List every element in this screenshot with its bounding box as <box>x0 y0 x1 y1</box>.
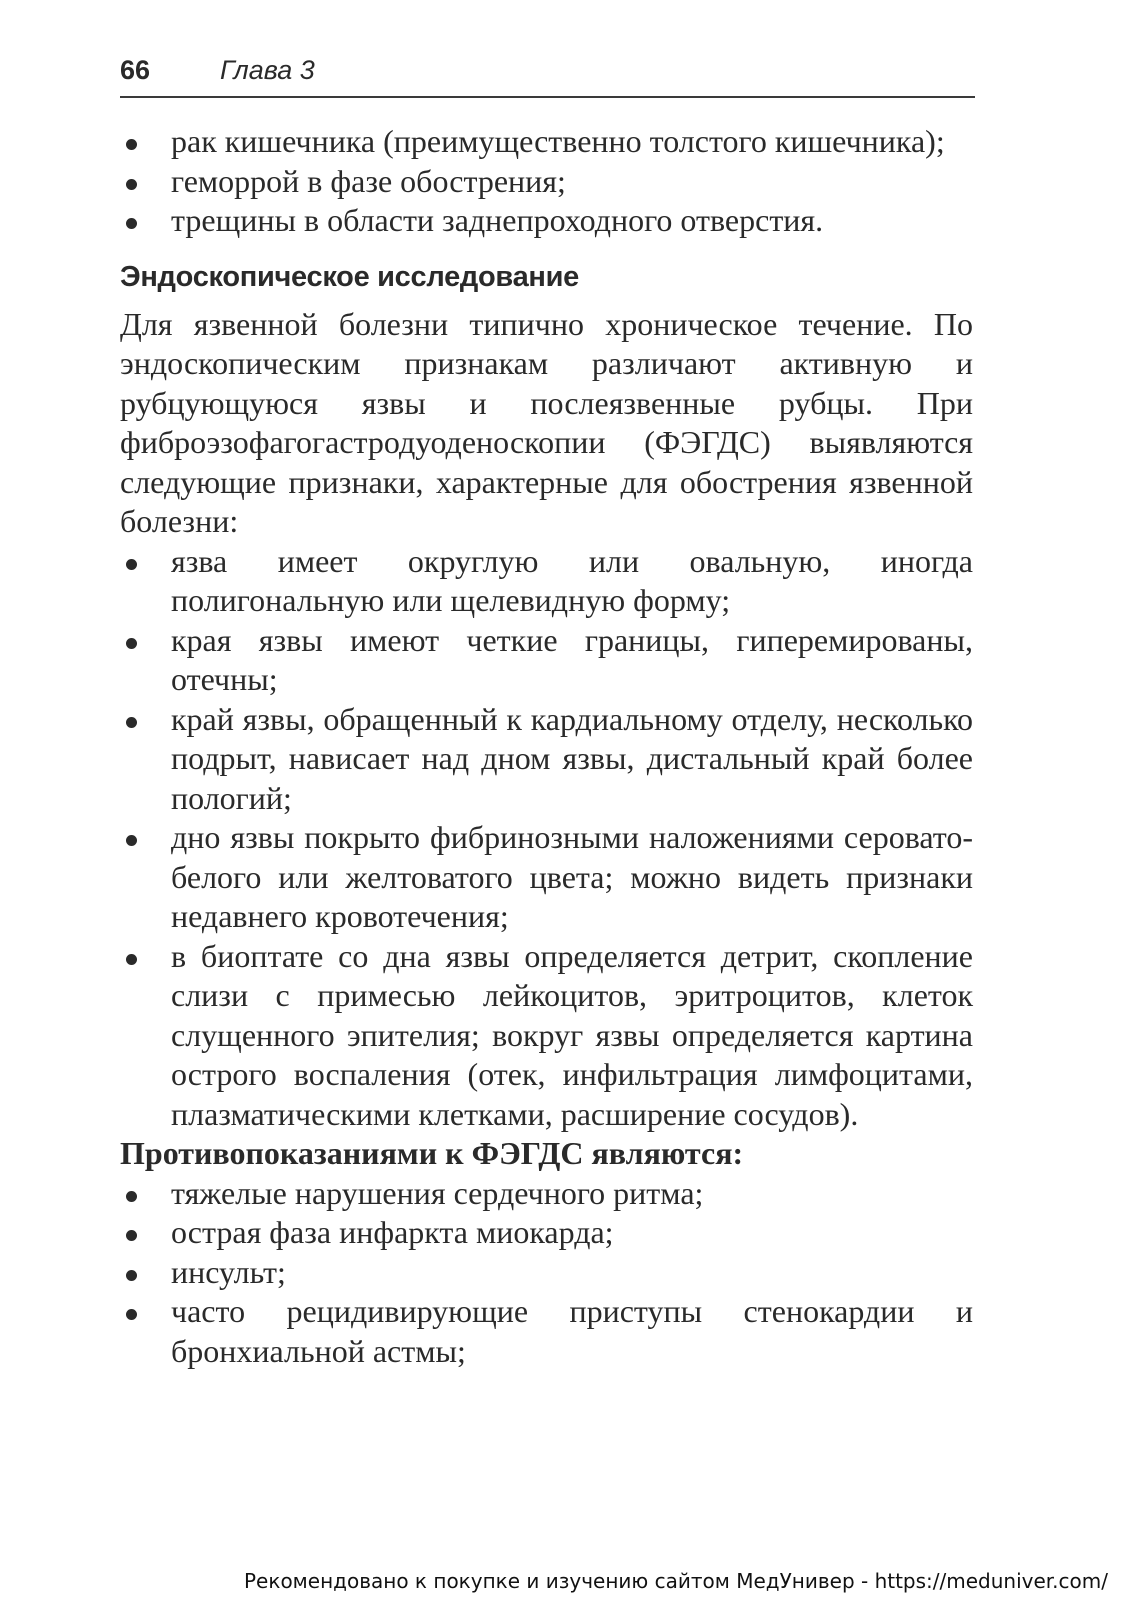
list-item: дно язвы покрыто фибринозными наложениями серовато-белого или желтоватого цвета; можно видеть признаки недавнего кровотечения; <box>120 818 973 937</box>
signs-list <box>120 542 973 1135</box>
list-item: часто рецидивирующие приступы стенокардии и бронхиальной астмы; <box>120 1292 973 1371</box>
conditions-list <box>120 122 973 241</box>
list-item: геморрой в фазе обострения; <box>120 162 973 202</box>
list-item: трещины в области заднепроходного отверстия. <box>120 201 973 241</box>
section-heading: Эндоскопическое исследование <box>120 260 579 293</box>
page-header <box>120 52 975 98</box>
page-content <box>120 122 973 1371</box>
chapter-title: Глава 3 <box>220 55 315 85</box>
page-number: 66 <box>120 55 151 85</box>
contraindications-title: Противопоказаниями к ФЭГДС являются: <box>120 1135 744 1171</box>
intro-paragraph: Для язвенной болезни типично хроническое течение. По эндоскопическим признакам различают активную и рубцующуюся язвы и послеязвенные рубцы. При фиброэзофагогастродуоденоскопии (ФЭГДС) выявляются следующие признаки, характерные для обострения язвенной болезни: <box>120 305 973 539</box>
contraindications-list <box>120 1174 973 1372</box>
footer-watermark: Рекомендовано к покупке и изучению сайтом МедУнивер - https://meduniver.com/ <box>244 1569 1108 1593</box>
list-item: рак кишечника (преимущественно толстого кишечника); <box>120 122 973 162</box>
list-item: тяжелые нарушения сердечного ритма; <box>120 1174 973 1214</box>
list-item: инсульт; <box>120 1253 973 1293</box>
list-item: края язвы имеют четкие границы, гиперемированы, отечны; <box>120 621 973 700</box>
list-item: острая фаза инфаркта миокарда; <box>120 1213 973 1253</box>
list-item: в биоптате со дна язвы определяется детрит, скопление слизи с примесью лейкоцитов, эритроцитов, клеток слущенного эпителия; вокруг язвы определяется картина острого воспаления (отек, инфильтрация лимфоцитами, плазматическими клетками, расширение сосудов). <box>120 937 973 1135</box>
list-item: край язвы, обращенный к кардиальному отделу, несколько подрыт, нависает над дном язвы, дистальный край более пологий; <box>120 700 973 819</box>
list-item: язва имеет округлую или овальную, иногда полигональную или щелевидную форму; <box>120 542 973 621</box>
